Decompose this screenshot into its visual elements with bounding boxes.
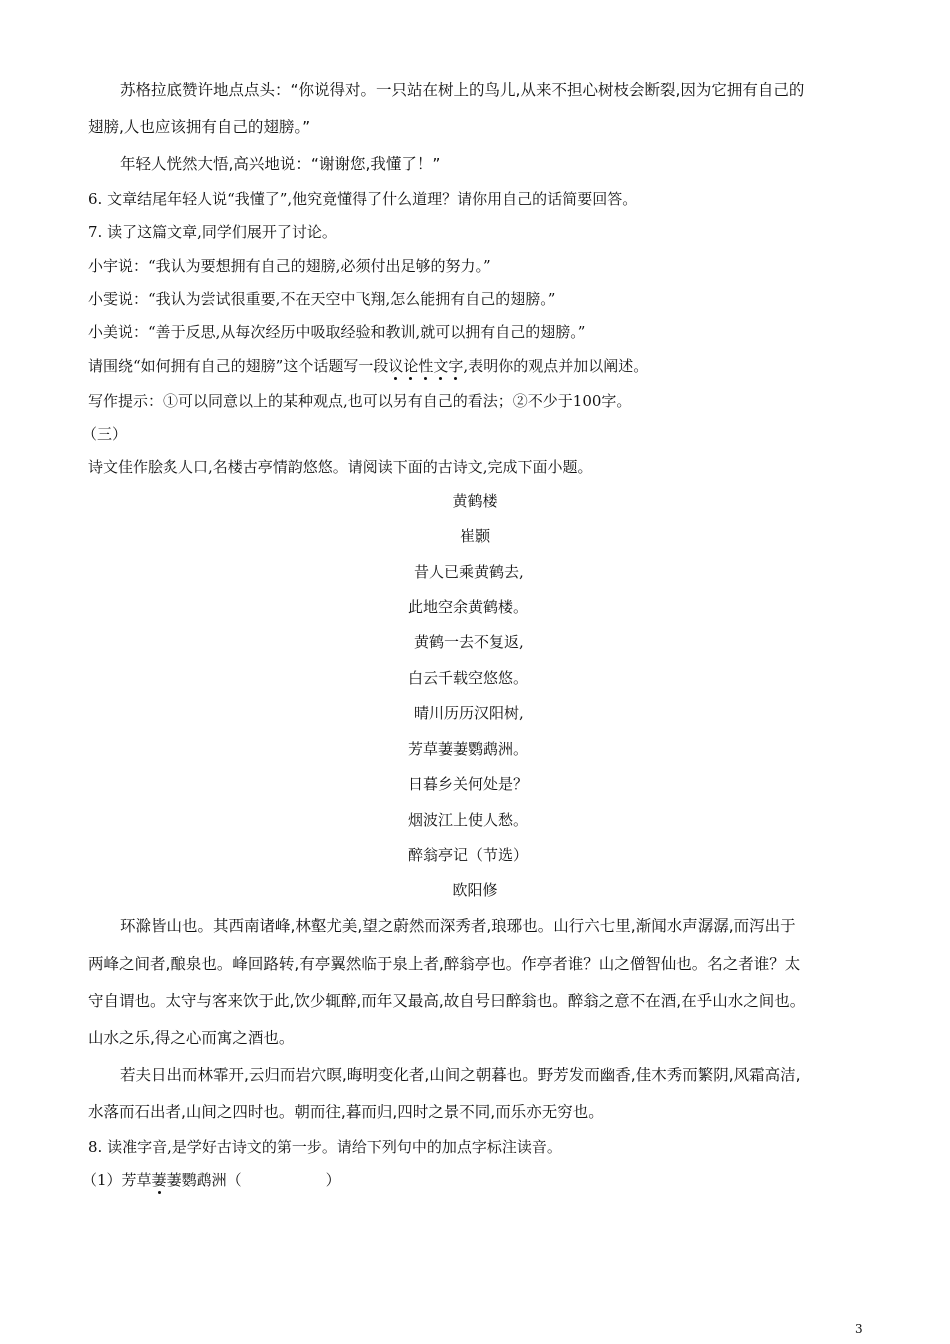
section-intro: 诗文佳作脍炙人口,名楼古亭情韵悠悠。请阅读下面的古诗文,完成下面小题。: [88, 458, 593, 476]
essay-title: 醉翁亭记（节选）: [408, 846, 529, 864]
essay-author: 欧阳修: [452, 881, 498, 899]
writing-task: [88, 356, 648, 376]
poem-line: 日暮乡关何处是？: [408, 775, 529, 793]
poem-line: 昔人已乘黄鹤去,: [414, 563, 524, 581]
item-1-prefix: （1）芳草: [82, 1171, 152, 1189]
poem-line: 芳草萋萋鹦鹉洲。: [408, 740, 529, 758]
item-1-close: ）: [325, 1171, 341, 1189]
student-opinion-xiaoyu: 小宇说：“我认为要想拥有自己的翅膀,必须付出足够的努力。”: [88, 257, 491, 275]
writing-hint: 写作提示：①可以同意以上的某种观点,也可以另有自己的看法；②不少于100字。: [88, 392, 632, 410]
question-7: 7. 读了这篇文章,同学们展开了讨论。: [88, 223, 337, 241]
item-1-text: 萋鹦鹉洲（: [166, 1171, 242, 1189]
story-paragraph-1-line-1: 苏格拉底赞许地点点头：“你说得对。一只站在树上的鸟儿,从来不担心树枝会断裂,因为它拥有自己的: [120, 81, 805, 99]
essay-paragraph-1-line: 山水之乐,得之心而寓之酒也。: [88, 1029, 295, 1047]
story-paragraph-2: 年轻人恍然大悟,高兴地说：“谢谢您,我懂了！”: [120, 155, 441, 173]
essay-paragraph-1-line: 两峰之间者,酿泉也。峰回路转,有亭翼然临于泉上者,醉翁亭也。作亭者谁？山之僧智仙也。名之者谁？太: [88, 955, 801, 973]
writing-task-text: 请围绕“如何拥有自己的翅膀”这个话题写一段: [88, 357, 389, 375]
dotted-character: 字: [448, 357, 464, 375]
poem-author: 崔颢: [459, 527, 490, 545]
dotted-character: 性: [418, 357, 434, 375]
poem-line: 黄鹤一去不复返,: [414, 633, 524, 651]
dotted-character: 论: [403, 357, 419, 375]
question-6: 6. 文章结尾年轻人说“我懂了”,他究竟懂得了什么道理？请你用自己的话简要回答。: [88, 190, 638, 208]
essay-paragraph-2-line: 若夫日出而林霏开,云归而岩穴暝,晦明变化者,山间之朝暮也。野芳发而幽香,佳木秀而繁阴,风霜高洁,: [120, 1066, 801, 1084]
poem-line: 晴川历历汉阳树,: [414, 704, 524, 722]
emphasis-dotted-text: [388, 357, 463, 375]
dotted-character: 萋: [151, 1171, 167, 1189]
question-8: 8. 读准字音,是学好古诗文的第一步。请给下列句中的加点字标注读音。: [88, 1138, 562, 1156]
page-number: 3: [855, 1322, 863, 1336]
poem-line: 白云千载空悠悠。: [408, 669, 529, 687]
writing-task-tail: ,表明你的观点并加以阐述。: [463, 357, 649, 375]
question-8-item-1: [82, 1170, 341, 1190]
poem-line: 此地空余黄鹤楼。: [408, 598, 529, 616]
student-opinion-xiaomei: 小美说：“善于反思,从每次经历中吸取经验和教训,就可以拥有自己的翅膀。”: [88, 323, 586, 341]
story-paragraph-1-line-2: 翅膀,人也应该拥有自己的翅膀。”: [88, 118, 311, 136]
dotted-character: 议: [388, 357, 404, 375]
essay-paragraph-1-line: 环滁皆山也。其西南诸峰,林壑尤美,望之蔚然而深秀者,琅琊也。山行六七里,渐闻水声潺潺,而泻出于: [120, 917, 796, 935]
poem-line: 烟波江上使人愁。: [408, 811, 529, 829]
poem-title: 黄鹤楼: [452, 492, 498, 510]
section-heading: （三）: [82, 425, 128, 443]
student-opinion-xiaowen: 小雯说：“我认为尝试很重要,不在天空中飞翔,怎么能拥有自己的翅膀。”: [88, 290, 556, 308]
essay-paragraph-2-line: 水落而石出者,山间之四时也。朝而往,暮而归,四时之景不同,而乐亦无穷也。: [88, 1103, 604, 1121]
dotted-character: 文: [433, 357, 449, 375]
essay-paragraph-1-line: 守自谓也。太守与客来饮于此,饮少辄醉,而年又最高,故自号曰醉翁也。醉翁之意不在酒,在乎山水之间也。: [88, 992, 806, 1010]
